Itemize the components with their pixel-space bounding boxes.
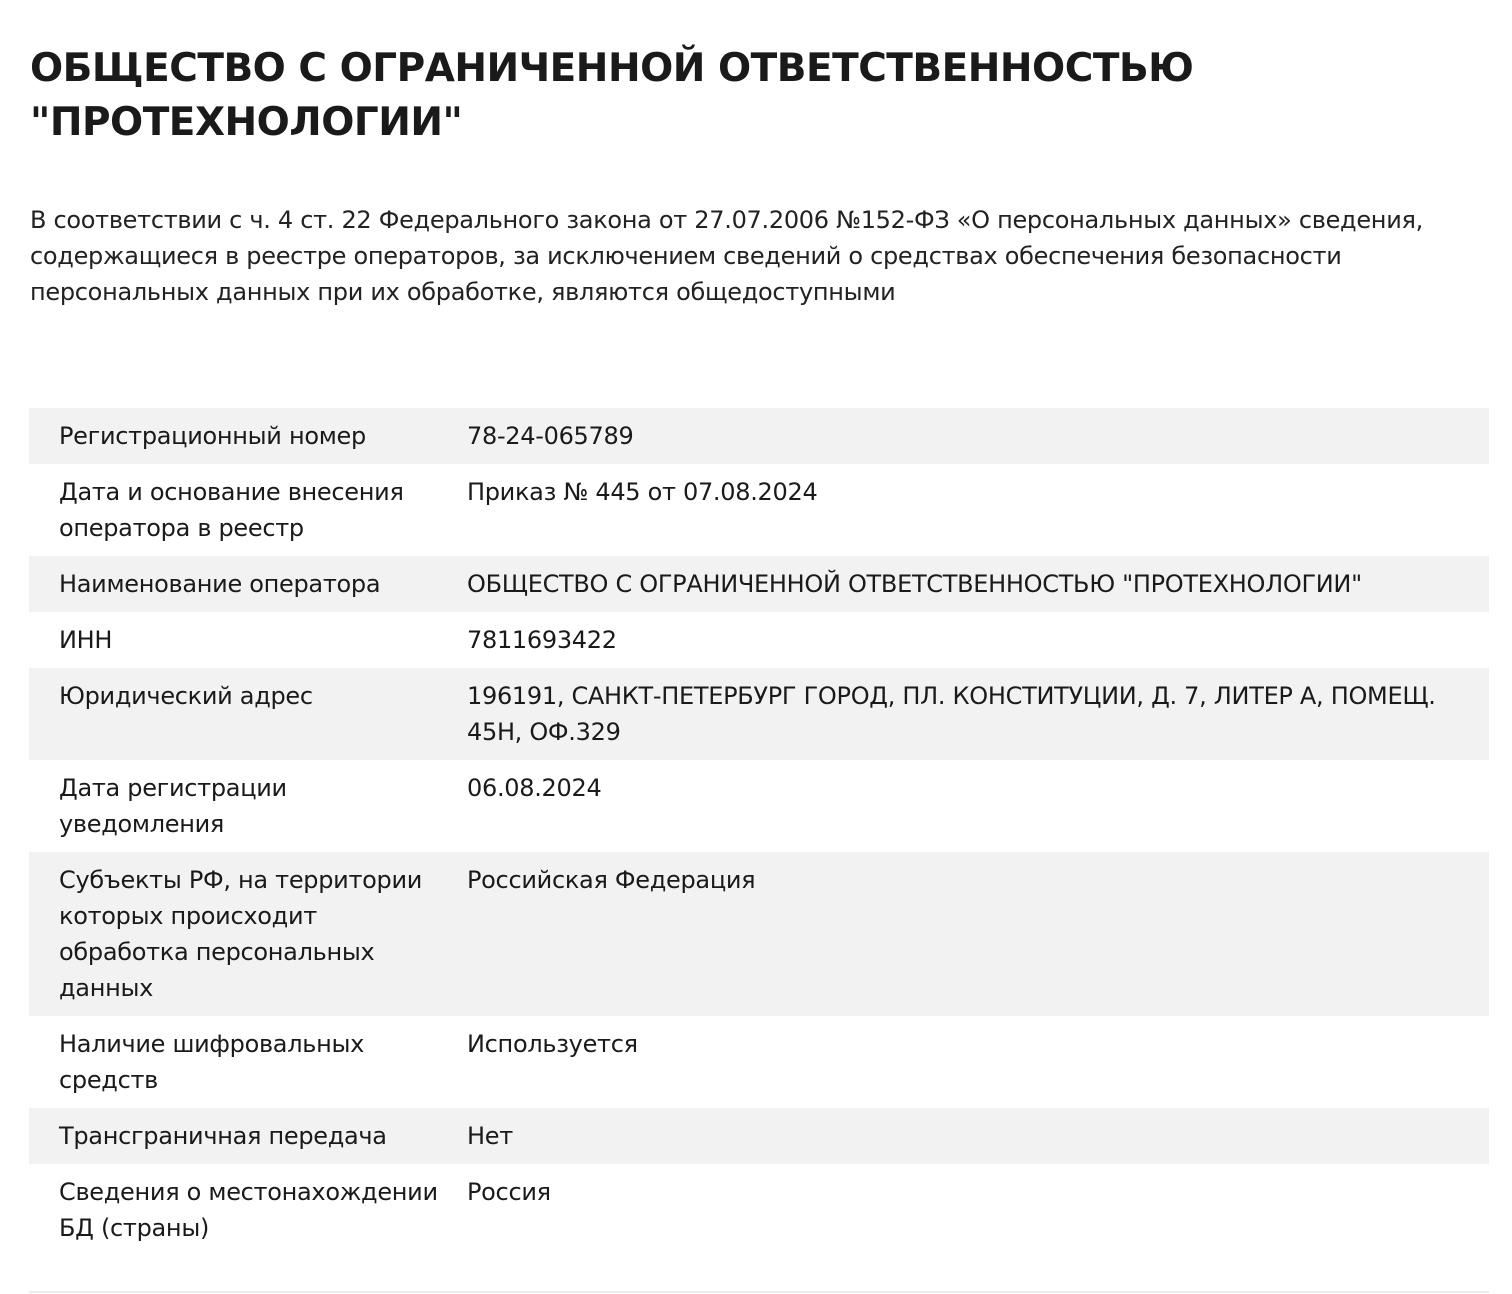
row-label: Субъекты РФ, на территории которых происходит обработка персональных данных [29,852,467,1016]
table-bottom-divider [29,1291,1489,1293]
row-value: Приказ № 445 от 07.08.2024 [467,478,818,506]
table-row-registration-number [29,408,1489,464]
row-value: ОБЩЕСТВО С ОГРАНИЧЕННОЙ ОТВЕТСТВЕННОСТЬЮ "ПРОТЕХНОЛОГИИ" [467,556,1489,612]
table-row-processing-regions [29,852,1489,1016]
row-label: Дата и основание внесения оператора в реестр [59,478,404,542]
table-row-inn [29,612,1489,668]
operator-details-table [29,408,1489,1256]
row-label: Наличие шифровальных средств [59,1030,365,1094]
table-row-cross-border-transfer [29,1108,1489,1164]
row-value: Российская Федерация [467,852,1489,1016]
row-value: Нет [467,1108,1489,1164]
row-value: 196191, САНКТ-ПЕТЕРБУРГ ГОРОД, ПЛ. КОНСТИТУЦИИ, Д. 7, ЛИТЕР А, ПОМЕЩ. 45Н, ОФ.329 [467,668,1489,760]
row-value: 78-24-065789 [467,408,1489,464]
public-data-notice: В соответствии с ч. 4 ст. 22 Федерального закона от 27.07.2006 №152-ФЗ «О персональных данных» сведения, содержащиеся в реестре операторов, за исключением сведений о средствах обеспечения безопасности персональных данных при их обработке, являются общедоступными [30,206,1423,306]
row-label: Сведения о местонахождении БД (страны) [59,1178,438,1242]
page-title-line-1: ОБЩЕСТВО С ОГРАНИЧЕННОЙ ОТВЕТСТВЕННОСТЬЮ [30,46,1194,91]
table-row-operator-name [29,556,1489,612]
row-label: ИНН [59,626,113,654]
row-label: Трансграничная передача [29,1108,467,1164]
row-value: Россия [467,1178,551,1206]
row-value: 7811693422 [467,626,617,654]
row-label: Юридический адрес [29,668,467,760]
table-row-registry-entry-basis [29,464,1489,556]
page-title-line-2: "ПРОТЕХНОЛОГИИ" [30,100,463,145]
table-row-encryption-tools [29,1016,1489,1108]
table-row-database-location [29,1164,1489,1256]
row-value: Используется [467,1030,638,1058]
table-row-legal-address [29,668,1489,760]
page-title [30,42,1430,150]
row-label: Наименование оператора [29,556,467,612]
row-label: Дата регистрации уведомления [59,774,287,838]
table-row-notification-date [29,760,1489,852]
row-value: 06.08.2024 [467,774,602,802]
row-label: Регистрационный номер [29,408,467,464]
